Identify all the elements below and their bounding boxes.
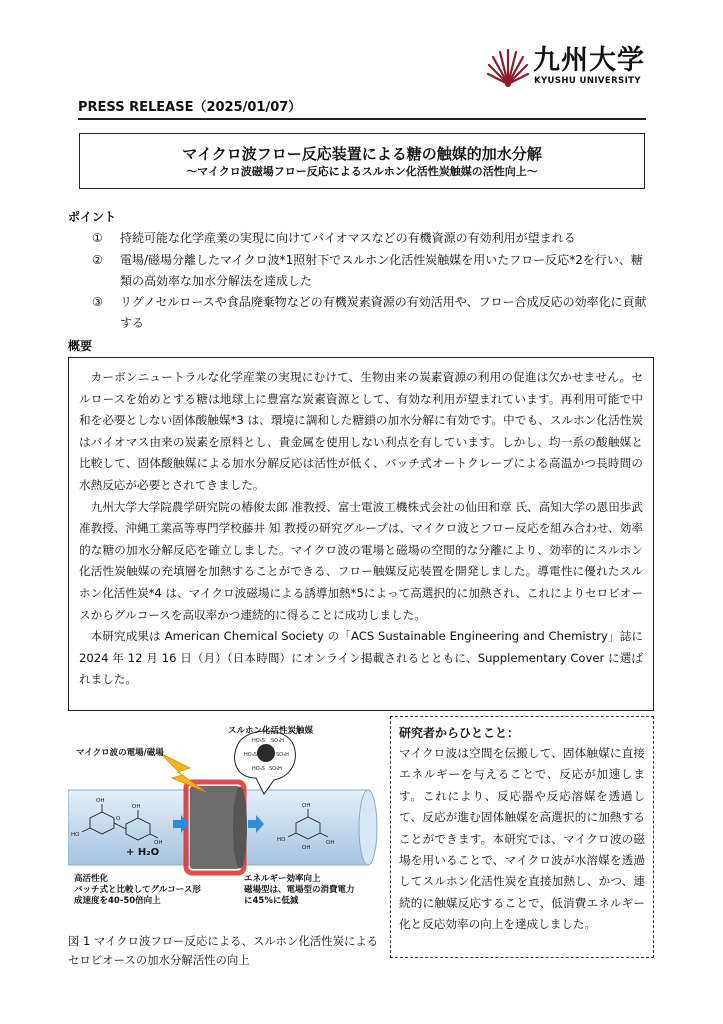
summary-paragraph: 九州大学大学院農学研究院の椿俊太郎 准教授、富士電波工機株式会社の仙田和章 氏、高知大学の恩田歩武 准教授、沖縄工業高等専門学校藤井 知 教授の研究グループは、マイクロ波とフロー反応を組み合わせ、効率的な糖の加水分解反応を確立しました。マイクロ波の電場と磁場の空間的な分離により、効率的にスルホン化活性炭触媒の充填層を加熱することができる、フロー触媒反応装置を開発しました。導電性に優れたスルホン化活性炭*4 は、マイクロ波磁場による誘導加熱*5によって高選択的に加熱され、これによりセロビオースからグルコースを高収率かつ連続的に得ることに成功しました。 xyxy=(79,499,643,622)
svg-text:O: O xyxy=(116,816,121,822)
efficiency-note-line: 磁場型は、電場型の消費電力 xyxy=(244,885,355,895)
point-number: ② xyxy=(92,253,103,267)
svg-text:HO: HO xyxy=(71,832,80,838)
svg-text:HO₃S: HO₃S xyxy=(244,752,257,758)
point-text: 持続可能な化学産業の実現に向けてバイオマスなどの有機資源の有効利用が望まれる xyxy=(120,231,576,245)
microwave-field-label: マイクロ波の電場/磁場 xyxy=(76,748,164,758)
comment-heading: 研究者からひとこと： xyxy=(399,726,520,740)
svg-text:SO₃H: SO₃H xyxy=(271,738,284,744)
title-box xyxy=(79,133,645,189)
svg-text:OH: OH xyxy=(132,804,141,810)
summary-box xyxy=(68,357,654,711)
activity-note-line: 高活性化 xyxy=(74,874,109,884)
catalyst-bed xyxy=(190,786,240,869)
efficiency-note xyxy=(244,874,355,907)
reaction-figure xyxy=(68,720,378,925)
point-item xyxy=(92,292,652,334)
researcher-comment-box xyxy=(390,716,654,958)
logo-name-jp: 九州大学 xyxy=(533,45,645,76)
press-release-date: PRESS RELEASE（2025/01/07） xyxy=(78,100,302,115)
pipe-outlet xyxy=(359,790,377,865)
page-title: マイクロ波フロー反応装置による糖の触媒的加水分解 xyxy=(182,145,542,163)
water-label: + H₂O xyxy=(126,847,160,858)
points-heading: ポイント xyxy=(68,210,117,224)
summary-heading: 概要 xyxy=(68,339,93,353)
point-text: 電場/磁場分離したマイクロ波*1照射下でスルホン化活性炭触媒を用いたフロー反応*2を行い、糖類の高効率な加水分解法を達成した xyxy=(120,253,643,288)
svg-text:HO₃S: HO₃S xyxy=(252,738,265,744)
point-item xyxy=(92,228,652,249)
activity-note-line: バッチ式と比較してグルコース形 xyxy=(74,885,201,895)
page-subtitle: 〜マイクロ波磁場フロー反応によるスルホン化活性炭触媒の活性向上〜 xyxy=(186,165,538,178)
carbon-sphere-icon xyxy=(257,744,275,762)
figure-caption: 図 1 マイクロ波フロー反応による、スルホン化活性炭によるセロビオースの加水分解活性の向上 xyxy=(68,934,379,967)
header-divider xyxy=(78,118,646,120)
logo-name-en: KYUSHU UNIVERSITY xyxy=(534,76,641,86)
summary-paragraph: 本研究成果は American Chemical Society の「ACS Sustainable Engineering and Chemistry」誌に 2024 年 12 月 16 日（月）（日本時間）にオンライン掲載されるとともに、Supplementary Cover に選ばれました。 xyxy=(79,629,643,687)
summary-paragraph: カーボンニュートラルな化学産業の実現にむけて、生物由来の炭素資源の利用の促進は欠かせません。セルロースを始めとする糖は地球上に豊富な炭素資源として、有効な利用が望まれています。再利用可能で中和を必要としない固体酸触媒*3 は、環境に調和した糖鎖の加水分解に有効です。中でも、スルホン化活性炭はバイオマス由来の炭素を原料とし、貴金属を使用しない利点を有しています。しかし、均一系の酸触媒と比較して、固体酸触媒による加水分解反応は活性が低く、バッチ式オートクレーブによる高温かつ長時間の水熱反応が必要とされてきました。 xyxy=(79,370,643,492)
svg-text:OH: OH xyxy=(302,845,311,851)
point-number: ③ xyxy=(92,295,103,309)
svg-text:OH: OH xyxy=(154,840,163,846)
point-text: リグノセルロースや食品廃棄物などの有機炭素資源の有効活用や、フロー合成反応の効率化に貢献する xyxy=(120,295,647,330)
svg-text:SO₃H: SO₃H xyxy=(269,766,282,772)
comment-text: マイクロ波は空間を伝搬して、固体触媒に直接エネルギーを与えることで、反応が加速します。これにより、反応器や反応溶媒を透過して、反応が進む固体触媒を高選択的に加熱することができます。本研究では、マイクロ波の磁場を用いることで、マイクロ波が水溶媒を透過してスルホン化活性炭を直接加熱し、かつ、連続的に触媒反応することで、低消費エネルギー化と反応効率の向上を達成しました。 xyxy=(399,746,645,932)
point-item xyxy=(92,250,652,292)
svg-text:HO₃S: HO₃S xyxy=(252,766,265,772)
point-number: ① xyxy=(92,231,103,245)
catalyst-label: スルホン化活性炭触媒 xyxy=(228,726,314,736)
svg-text:OH: OH xyxy=(326,840,335,846)
university-logo xyxy=(486,44,646,94)
svg-text:OH: OH xyxy=(96,798,105,804)
activity-note-line: 成速度を40-50倍向上 xyxy=(74,896,161,906)
activity-note xyxy=(74,874,201,907)
svg-text:HO: HO xyxy=(277,837,286,843)
svg-text:SO₃H: SO₃H xyxy=(276,752,289,758)
efficiency-note-line: エネルギー効率向上 xyxy=(244,874,321,884)
svg-text:OH: OH xyxy=(302,803,311,809)
catalyst-bed-face xyxy=(233,787,247,869)
kyushu-university-emblem-icon xyxy=(486,44,530,88)
efficiency-note-line: に45%に低減 xyxy=(244,896,299,906)
